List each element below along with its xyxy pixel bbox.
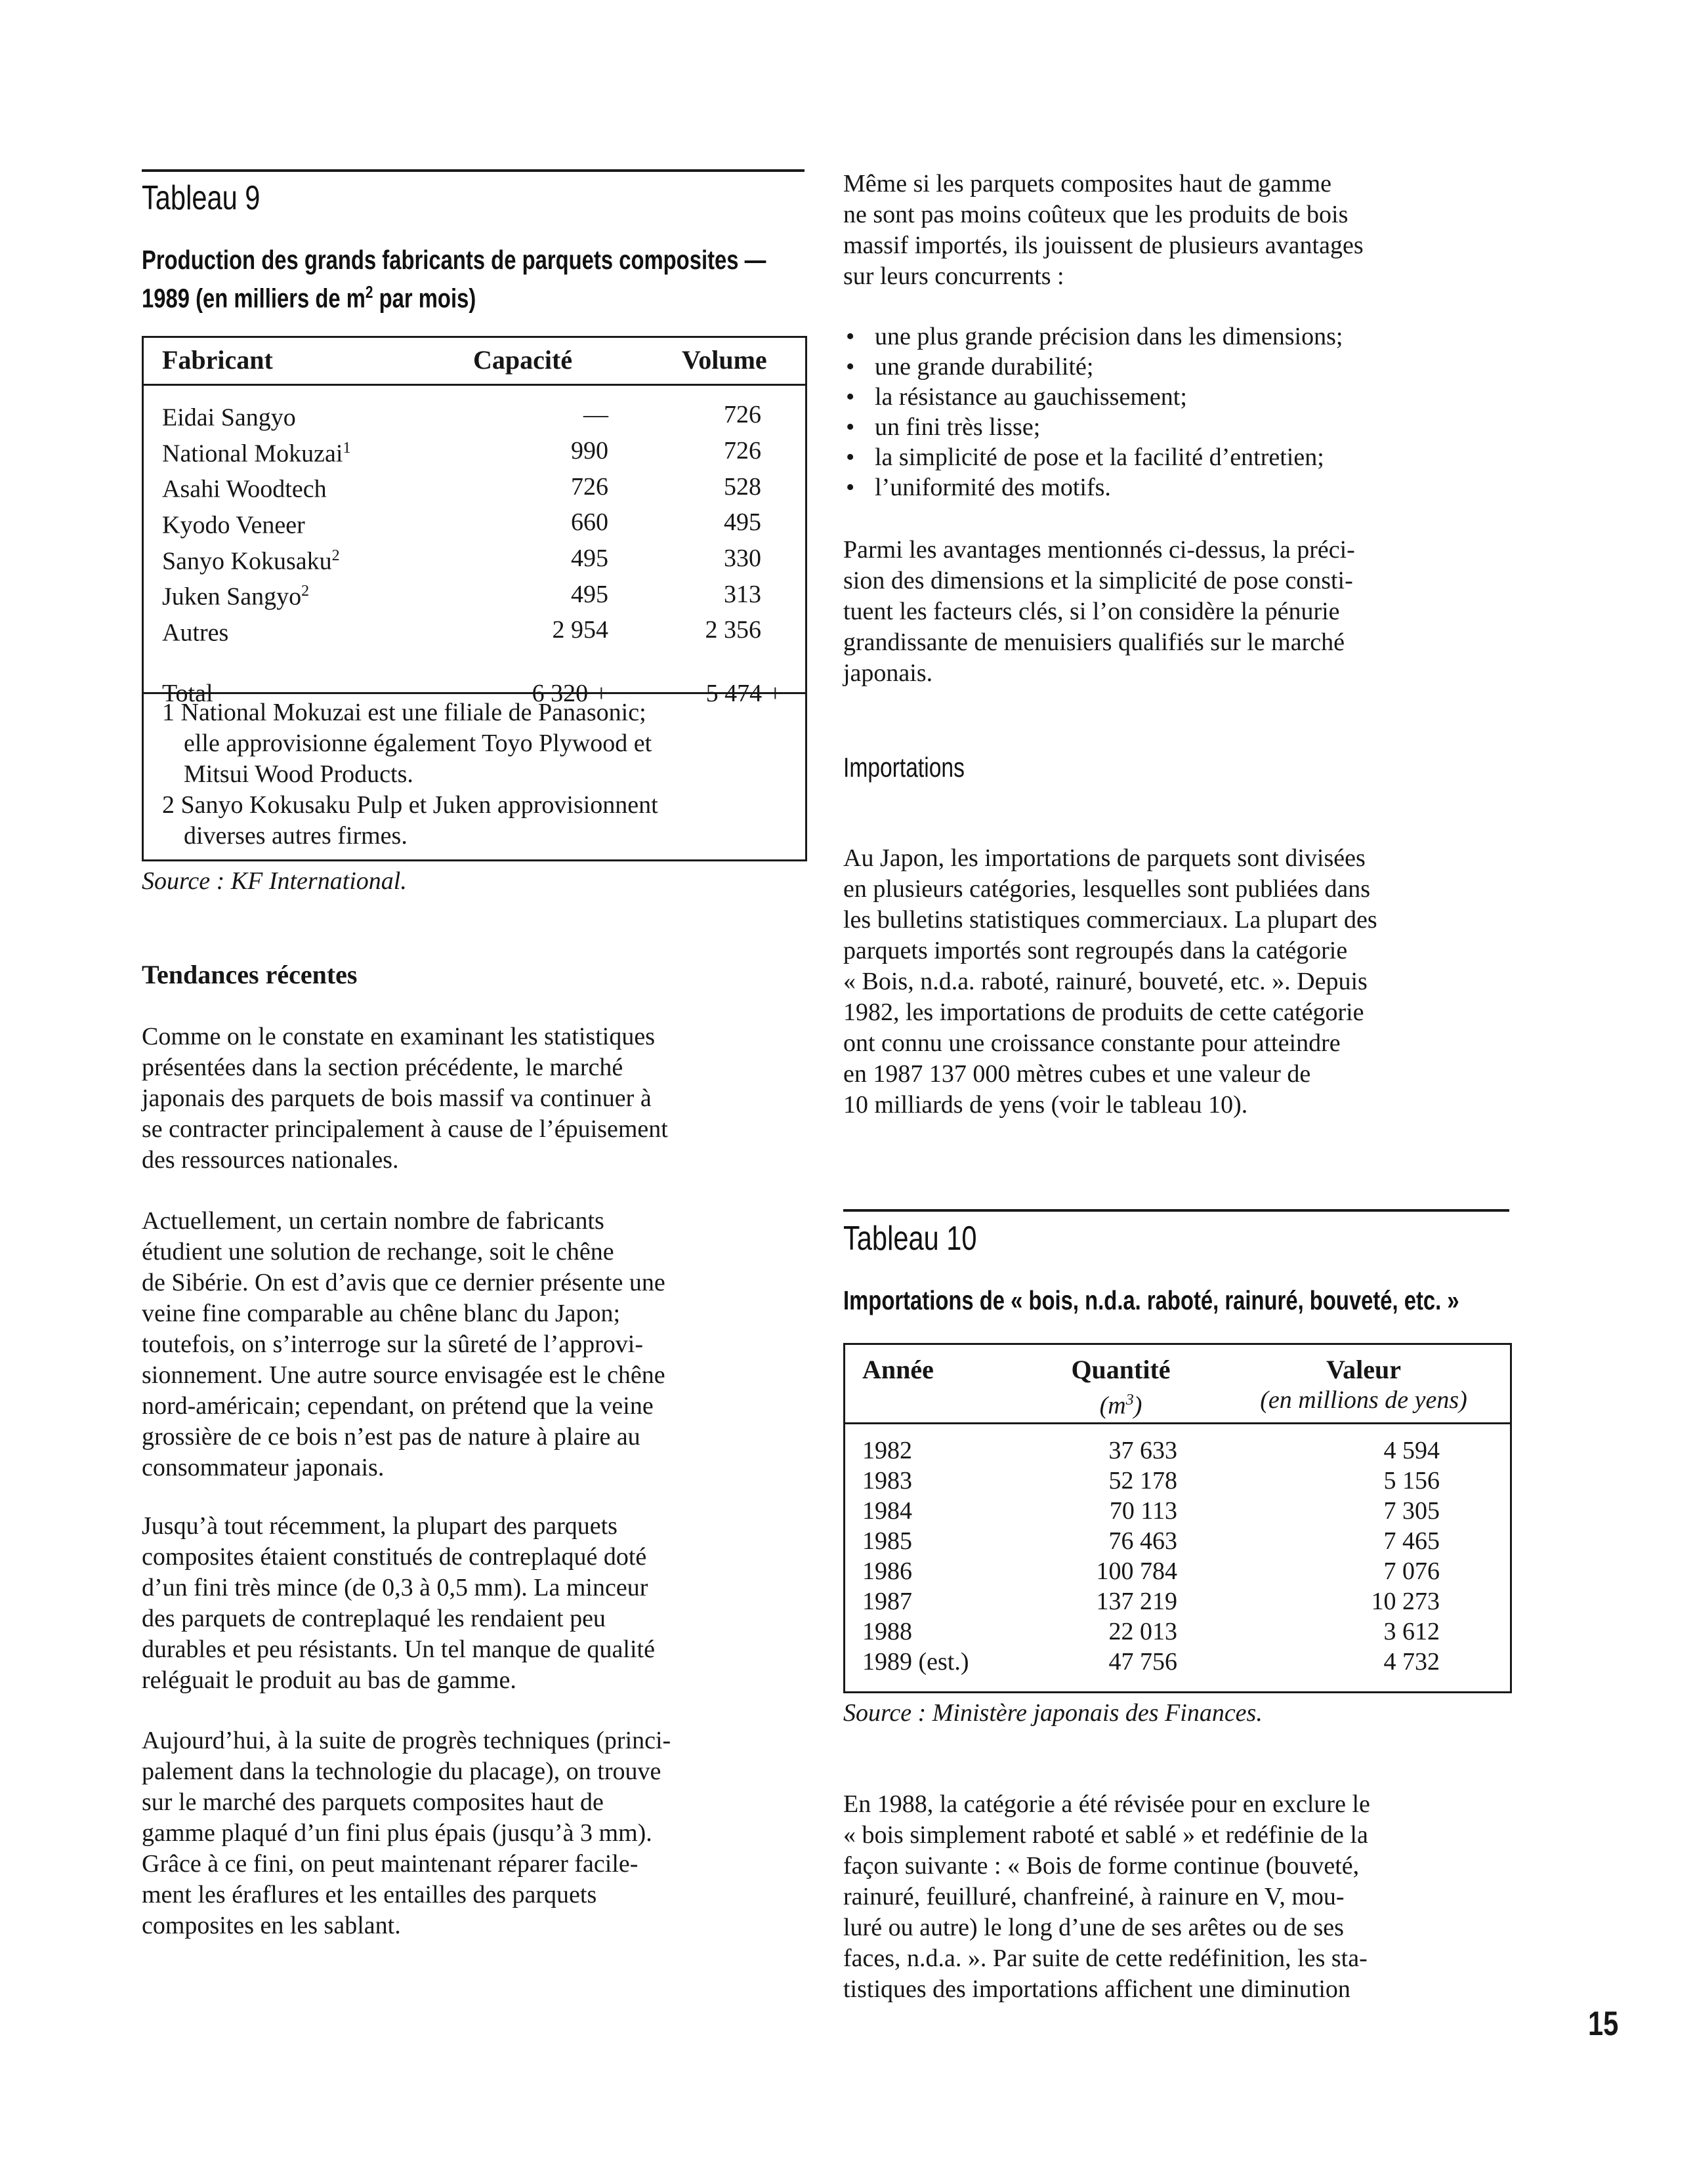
table9-subtitle-sup: 2: [365, 282, 373, 302]
right-p4-line: « bois simplement raboté et sablé » et redéfinie de la: [843, 1821, 1368, 1849]
table9-note-1-line2: elle approvisionne également Toyo Plywood et: [184, 730, 652, 757]
table9-subtitle-line2-a: 1989 (en milliers de m: [142, 283, 366, 314]
table9-rows: [162, 397, 782, 709]
table-row: [862, 1617, 1440, 1647]
right-intro-line: ne sont pas moins coûteux que les produits de bois: [843, 201, 1349, 228]
table9-note-1-line3: Mitsui Wood Products.: [184, 760, 413, 788]
right-p3-line: en plusieurs catégories, lesquelles sont publiées dans: [843, 875, 1371, 903]
table9-cell-volume: 330: [724, 544, 761, 572]
right-p4-line: rainuré, feuilluré, chanfreiné, à rainure en V, mou-: [843, 1883, 1345, 1910]
left-p4-line: composites en les sablant.: [142, 1912, 401, 1939]
table9-cell-volume: 726: [724, 436, 761, 464]
table10-cell-quantite: 100 784: [1096, 1557, 1177, 1585]
right-p2-line: Parmi les avantages mentionnés ci-dessus, la préci-: [843, 536, 1355, 564]
table10-rows: [862, 1435, 1440, 1677]
right-paragraph-4: [843, 1789, 1509, 2005]
left-paragraph-3: [142, 1511, 805, 1696]
left-heading: Tendances récentes: [142, 960, 358, 989]
right-p4-line: luré ou autre) le long d’une de ses arêtes ou de ses: [843, 1914, 1344, 1941]
table10-cell-valeur: 5 156: [1383, 1467, 1440, 1494]
table9-note-2: [162, 790, 792, 852]
advantages-list: [843, 321, 1509, 503]
table10-cell-annee: 1985: [862, 1527, 912, 1555]
table10-cell-quantite: 137 219: [1096, 1588, 1177, 1615]
table10-header-valeur: [1226, 1354, 1501, 1415]
table10-top-rule: [843, 1209, 1509, 1212]
left-paragraph-4: [142, 1725, 805, 1941]
table10-cell-annee: 1988: [862, 1618, 912, 1645]
table9-cell-capacite: 495: [571, 580, 608, 608]
left-p2-line: Actuellement, un certain nombre de fabricants: [142, 1207, 604, 1235]
table10-header-rule: [845, 1422, 1510, 1424]
right-p2-line: grandissante de menuisiers qualifiés sur le marché: [843, 628, 1345, 656]
table-row: [862, 1466, 1440, 1496]
table9-subtitle: [142, 244, 766, 315]
table10-source: Source : Ministère japonais des Finances.: [843, 1699, 1263, 1727]
left-p1-line: se contracter principalement à cause de l’épuisement: [142, 1115, 668, 1143]
table-row: [162, 612, 782, 648]
right-p3-line: « Bois, n.d.a. raboté, rainuré, bouveté, etc. ». Depuis: [843, 968, 1368, 995]
table-row: [862, 1496, 1440, 1526]
right-p3-line: les bulletins statistiques commerciaux. La plupart des: [843, 906, 1377, 934]
left-p3-line: durables et peu résistants. Un tel manque de qualité: [142, 1636, 655, 1663]
right-p4-line: En 1988, la catégorie a été révisée pour en exclure le: [843, 1790, 1370, 1818]
table10-cell-valeur: 3 612: [1383, 1618, 1440, 1645]
table10-header-valeur-label: Valeur: [1326, 1355, 1402, 1384]
table9-subtitle-line2: [142, 276, 672, 315]
table9-notes: [162, 697, 792, 852]
table10-box: [843, 1343, 1512, 1693]
table-row: [862, 1556, 1440, 1586]
table-row: [162, 468, 782, 505]
right-paragraph-2: [843, 535, 1509, 689]
left-p4-line: palement dans la technologie du placage), on trouve: [142, 1758, 661, 1785]
right-intro-line: sur leurs concurrents :: [843, 262, 1064, 290]
left-paragraph-1: [142, 1021, 805, 1176]
left-p3-line: des parquets de contreplaqué les rendaient peu: [142, 1605, 606, 1632]
table10-cell-valeur: 4 732: [1383, 1648, 1440, 1676]
table10-cell-annee: 1987: [862, 1588, 912, 1615]
table-row: [862, 1435, 1440, 1466]
table9-cell-volume: 495: [724, 508, 761, 537]
table-row: [862, 1647, 1440, 1677]
table9-cell-volume: 726: [724, 401, 761, 429]
table10-header-annee: Année: [862, 1355, 934, 1384]
right-p3-line: en 1987 137 000 mètres cubes et une valeur de: [843, 1060, 1311, 1088]
table10-cell-quantite: 22 013: [1108, 1618, 1177, 1645]
right-p2-line: tuent les facteurs clés, si l’on considère la pénurie: [843, 598, 1340, 625]
table9-header-capacite: Capacité: [473, 345, 573, 375]
table9-header-volume: Volume: [682, 345, 767, 375]
right-p2-line: japonais.: [843, 659, 933, 687]
table9-cell-name: National Mokuzai$^1$: [162, 439, 351, 468]
left-p3-line: composites étaient constitués de contreplaqué doté: [142, 1543, 647, 1571]
left-p1-line: japonais des parquets de bois massif va continuer à: [142, 1084, 652, 1112]
left-p2-line: sionnement. Une autre source envisagée est le chêne: [142, 1361, 665, 1389]
table9-cell-capacite: 2 954: [552, 616, 608, 644]
table9-total-capacite: 6 320 +: [532, 679, 608, 707]
table9-note-2-line1: Sanyo Kokusaku Pulp et Juken approvisionnent: [180, 791, 658, 819]
table9-header-fabricant: Fabricant: [162, 345, 273, 375]
table9-cell-capacite: —: [583, 401, 608, 429]
list-item: • une grande durabilité;: [843, 352, 1509, 382]
table10-header-quantite-unit: $(m^3)$: [1099, 1391, 1142, 1420]
table9-header-rule: [144, 384, 805, 386]
left-p1-line: présentées dans la section précédente, le marché: [142, 1054, 623, 1081]
left-p2-line: consommateur japonais.: [142, 1454, 385, 1481]
table9-cell-capacite: 990: [571, 436, 608, 464]
left-p4-line: sur le marché des parquets composites haut de: [142, 1788, 604, 1816]
left-p1-line: Comme on le constate en examinant les statistiques: [142, 1023, 655, 1050]
table9-cell-volume: 528: [724, 472, 761, 501]
left-p3-line: reléguait le produit au bas de gamme.: [142, 1666, 516, 1694]
list-item: • la simplicité de pose et la facilité d’entretien;: [843, 442, 1509, 472]
right-paragraph-3: [843, 843, 1509, 1121]
table9-cell-name: Eidai Sangyo: [162, 403, 296, 432]
right-intro-line: Même si les parquets composites haut de gamme: [843, 170, 1331, 197]
right-p3-line: parquets importés sont regroupés dans la catégorie: [843, 937, 1348, 964]
table10-cell-valeur: 4 594: [1383, 1437, 1440, 1464]
left-p3-line: Jusqu’à tout récemment, la plupart des parquets: [142, 1512, 617, 1540]
table9-title: Tableau 9: [142, 179, 261, 217]
table9-cell-name: Autres: [162, 619, 229, 647]
table-row: [862, 1586, 1440, 1617]
list-item: • l’uniformité des motifs.: [843, 472, 1509, 503]
table10-cell-annee: 1986: [862, 1557, 912, 1585]
left-p4-line: Grâce à ce fini, on peut maintenant réparer facile-: [142, 1850, 638, 1878]
table9-box: [142, 336, 807, 861]
table9-cell-capacite: 495: [571, 544, 608, 572]
left-p2-line: nord-américain; cependant, on prétend que la veine: [142, 1392, 654, 1420]
table10-cell-valeur: 7 076: [1383, 1557, 1440, 1585]
table10-header-quantite: [1036, 1354, 1206, 1421]
table10-cell-quantite: 37 633: [1108, 1437, 1177, 1464]
table10-header-quantite-label: Quantité: [1071, 1355, 1171, 1384]
right-p3-line: 1982, les importations de produits de cette catégorie: [843, 999, 1364, 1026]
table9-subtitle-line1: Production des grands fabricants de parquets composites —: [142, 245, 766, 275]
table10-cell-annee: 1982: [862, 1437, 912, 1464]
right-p3-line: 10 milliards de yens (voir le tableau 10).: [843, 1091, 1248, 1119]
table9-total-label: Total: [162, 679, 213, 707]
left-p3-line: d’un fini très mince (de 0,3 à 0,5 mm). La minceur: [142, 1574, 648, 1601]
table9-source: Source : KF International.: [142, 867, 407, 895]
table10-cell-valeur: 10 273: [1371, 1588, 1440, 1615]
table10-cell-valeur: 7 465: [1383, 1527, 1440, 1555]
table10-cell-annee: 1989 (est.): [862, 1648, 969, 1676]
right-p4-line: faces, n.d.a. ». Par suite de cette redéfinition, les sta-: [843, 1945, 1368, 1972]
table9-note-2-num: 2: [162, 791, 175, 819]
table10-cell-quantite: 70 113: [1109, 1497, 1177, 1525]
table9-cell-volume: 313: [724, 580, 761, 608]
table10-cell-quantite: 47 756: [1108, 1648, 1177, 1676]
table10-cell-valeur: 7 305: [1383, 1497, 1440, 1525]
table10-title: Tableau 10: [843, 1220, 977, 1258]
left-p2-line: de Sibérie. On est d’avis que ce dernier présente une: [142, 1269, 665, 1296]
table-row: [162, 576, 782, 612]
table9-cell-name: Kyodo Veneer: [162, 511, 305, 539]
table10-header-valeur-unit: (en millions de yens): [1260, 1386, 1467, 1414]
left-p4-line: ment les éraflures et les entailles des parquets: [142, 1881, 597, 1908]
table10-cell-annee: 1983: [862, 1467, 912, 1494]
right-p2-line: sion des dimensions et la simplicité de pose consti-: [843, 567, 1353, 594]
right-intro: [843, 169, 1509, 292]
table9-subtitle-line2-b: par mois): [373, 283, 476, 314]
list-item: • la résistance au gauchissement;: [843, 382, 1509, 412]
right-intro-line: massif importés, ils jouissent de plusieurs avantages: [843, 232, 1364, 259]
left-p4-line: Aujourd’hui, à la suite de progrès techniques (princi-: [142, 1727, 671, 1754]
list-item: • une plus grande précision dans les dimensions;: [843, 321, 1509, 352]
table9-cell-capacite: 660: [571, 508, 608, 537]
list-item: • un fini très lisse;: [843, 412, 1509, 442]
table10-subtitle: Importations de « bois, n.d.a. raboté, rainuré, bouveté, etc. »: [843, 1285, 1459, 1315]
table10-cell-annee: 1984: [862, 1497, 912, 1525]
left-p4-line: gamme plaqué d’un fini plus épais (jusqu’à 3 mm).: [142, 1819, 652, 1847]
table9-top-rule: [142, 169, 805, 172]
table9-note-1-num: 1: [162, 699, 175, 726]
table9-note-1-line1: National Mokuzai est une filiale de Panasonic;: [180, 699, 646, 726]
left-p2-line: étudient une solution de rechange, soit le chêne: [142, 1238, 614, 1266]
right-p3-line: ont connu une croissance constante pour atteindre: [843, 1029, 1341, 1057]
table-row: [162, 541, 782, 577]
page-number: 15: [1588, 2005, 1619, 2043]
table9-note-2-line2: diverses autres firmes.: [184, 822, 408, 850]
table9-cell-name: Juken Sangyo$^2$: [162, 583, 310, 611]
table-row: [862, 1526, 1440, 1556]
right-p3-line: Au Japon, les importations de parquets sont divisées: [843, 844, 1366, 872]
importations-heading: Importations: [843, 752, 965, 783]
table-row: [162, 505, 782, 541]
table-row: [162, 433, 782, 469]
right-p4-line: façon suivante : « Bois de forme continue (bouveté,: [843, 1852, 1360, 1880]
left-p1-line: des ressources nationales.: [142, 1146, 399, 1174]
table9-total-volume: 5 474 +: [705, 679, 782, 707]
table9-cell-name: Sanyo Kokusaku$^2$: [162, 546, 340, 575]
table10-cell-quantite: 76 463: [1108, 1527, 1177, 1555]
left-paragraph-2: [142, 1206, 805, 1483]
right-p4-line: tistiques des importations affichent une diminution: [843, 1975, 1350, 2003]
table9-note-1: [162, 697, 792, 790]
left-p2-line: toutefois, on s’interroge sur la sûreté de l’approvi-: [142, 1330, 643, 1358]
left-p2-line: grossière de ce bois n’est pas de nature à plaire au: [142, 1423, 640, 1451]
table9-cell-name: Asahi Woodtech: [162, 475, 327, 503]
left-p2-line: veine fine comparable au chêne blanc du Japon;: [142, 1300, 621, 1327]
table10-cell-quantite: 52 178: [1108, 1467, 1177, 1494]
table9-cell-capacite: 726: [571, 472, 608, 501]
table-row: [162, 397, 782, 433]
table9-cell-volume: 2 356: [705, 616, 761, 644]
